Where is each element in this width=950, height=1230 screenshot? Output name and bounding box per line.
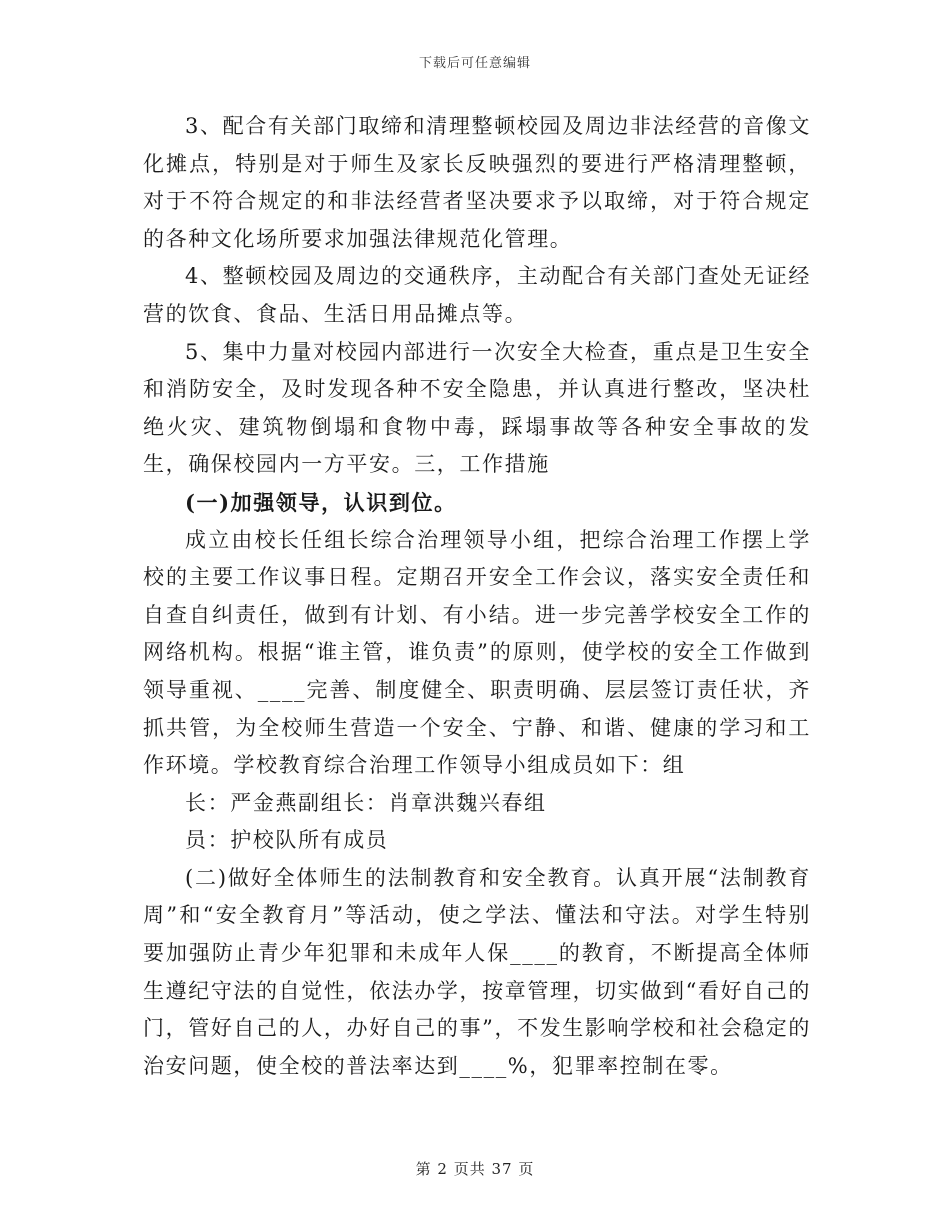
document-body	[143, 108, 811, 1085]
paragraph-legal-education: (二)做好全体师生的法制教育和安全教育。认真开展“法制教育周”和“安全教育月”等活动，使之学法、懂法和守法。对学生特别要加强防止青少年犯罪和未成年人保____的教育，不断提高全体师生遵纪守法的自觉性，依法办学，按章管理，切实做到“看好自己的门，管好自己的人，办好自己的事”，不发生影响学校和社会稳定的治安问题，使全校的普法率达到____%，犯罪率控制在零。	[143, 865, 811, 1078]
paragraph-item-5: 5、集中力量对校园内部进行一次安全大检查，重点是卫生安全和消防安全，及时发现各种不安全隐患，并认真进行整改，坚决杜绝火灾、建筑物倒塌和食物中毒，踩塌事故等各种安全事故的发生，确保校园内一方平安。三，工作措施	[143, 339, 811, 477]
paragraph-leadership: 成立由校长任组长综合治理领导小组，把综合治理工作摆上学校的主要工作议事日程。定期召开安全工作会议，落实安全责任和自查自纠责任，做到有计划、有小结。进一步完善学校安全工作的网络机构。根据“谁主管，谁负责”的原则，使学校的安全工作做到领导重视、____完善、制度健全、职责明确、层层签订责任状，齐抓共管，为全校师生营造一个安全、宁静、和谐、健康的学习和工作环境。学校教育综合治理工作领导小组成员如下：组	[143, 527, 811, 778]
header-note: 下载后可任意编辑	[418, 56, 531, 71]
paragraph-members: 员：护校队所有成员	[185, 828, 389, 853]
paragraph-item-3: 3、配合有关部门取缔和清理整顿校园及周边非法经营的音像文化摊点，特别是对于师生及家长反映强烈的要进行严格清理整顿，对于不符合规定的和非法经营者坚决要求予以取缔，对于符合规定的各种文化场所要求加强法律规范化管理。	[143, 114, 811, 251]
page-footer: 第 2 页共 37 页	[415, 1160, 535, 1178]
section-heading-1: (一)加强领导，认识到位。	[185, 489, 457, 515]
paragraph-item-4: 4、整顿校园及周边的交通秩序，主动配合有关部门查处无证经营的饮食、食品、生活日用品摊点等。	[143, 264, 811, 326]
paragraph-leader-names: 长：严金燕副组长：肖章洪魏兴春组	[185, 790, 547, 815]
